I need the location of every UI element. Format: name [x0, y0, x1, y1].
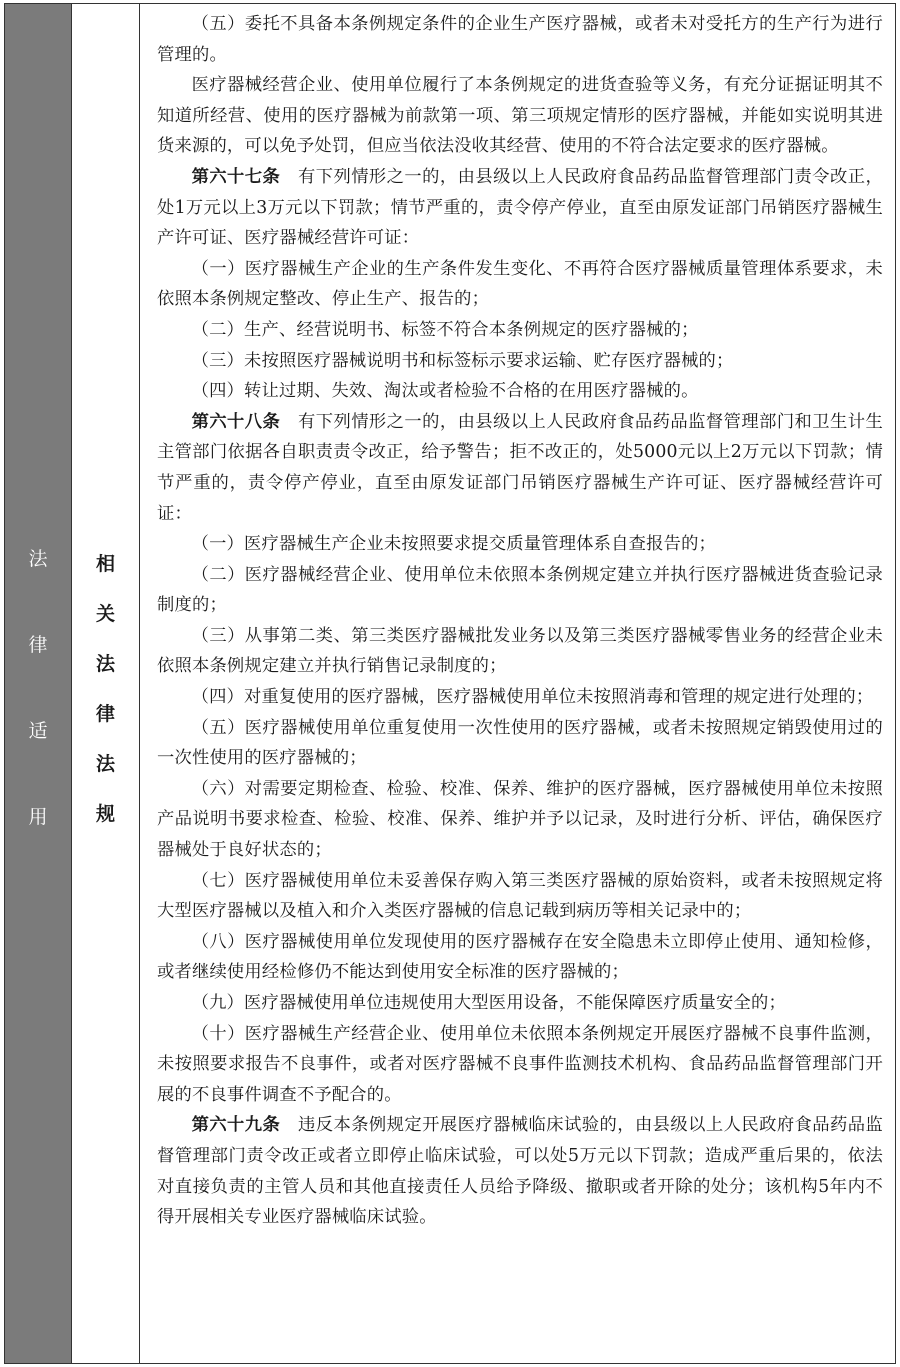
paragraph-text: （三）从事第二类、第三类医疗器械批发业务以及第三类医疗器械零售业务的经营企业未依照本条例规定建立并执行销售记录制度的； — [157, 625, 883, 677]
category-char: 用 — [28, 806, 48, 828]
paragraph-text: （四）转让过期、失效、淘汰或者检验不合格的在用医疗器械的。 — [191, 381, 699, 402]
subcategory-char: 规 — [95, 803, 115, 825]
paragraph-text: （八）医疗器械使用单位发现使用的医疗器械存在安全隐患未立即停止使用、通知检修，或者继续使用经检修仍不能达到使用安全标准的医疗器械的； — [157, 931, 883, 983]
paragraph-text: （一）医疗器械生产企业的生产条件发生变化、不再符合医疗器械质量管理体系要求，未依照本条例规定整改、停止生产、报告的； — [157, 258, 883, 310]
subcategory-char: 律 — [95, 703, 115, 725]
paragraph — [157, 988, 883, 1019]
paragraph — [157, 254, 883, 315]
paragraph-text: （九）医疗器械使用单位违规使用大型医用设备，不能保障医疗质量安全的； — [191, 993, 786, 1013]
subcategory-column — [72, 3, 140, 1364]
paragraph — [157, 621, 883, 682]
paragraph — [157, 162, 883, 254]
category-char: 适 — [28, 720, 48, 742]
paragraph — [157, 713, 883, 774]
paragraph — [157, 927, 883, 988]
paragraph — [157, 1019, 883, 1111]
article-number: 第六十七条 — [191, 166, 281, 187]
paragraph — [157, 1110, 883, 1232]
paragraph-text: （一）医疗器械生产企业未按照要求提交质量管理体系自查报告的； — [191, 534, 717, 555]
paragraph — [157, 529, 883, 560]
paragraph-text: （五）医疗器械使用单位重复使用一次性使用的医疗器械，或者未按照规定销毁使用过的一次性使用的医疗器械的； — [157, 717, 883, 769]
article-number: 第六十八条 — [191, 411, 281, 432]
paragraph-text: （十）医疗器械生产经营企业、使用单位未依照本条例规定开展医疗器械不良事件监测，未按照要求报告不良事件，或者对医疗器械不良事件监测技术机构、食品药品监督管理部门开展的不良事件调查不予配合的。 — [157, 1023, 883, 1105]
subcategory-char: 法 — [95, 753, 115, 775]
paragraph-text: （七）医疗器械使用单位未妥善保存购入第三类医疗器械的原始资料，或者未按照规定将大型医疗器械以及植入和介入类医疗器械的信息记载到病历等相关记录中的； — [157, 870, 883, 922]
paragraph — [157, 9, 883, 70]
paragraph — [157, 682, 883, 713]
paragraph-text: （二）医疗器械经营企业、使用单位未依照本条例规定建立并执行医疗器械进货查验记录制度的； — [157, 564, 883, 616]
paragraph — [157, 407, 883, 529]
category-char: 律 — [28, 634, 48, 656]
paragraph-text: （四）对重复使用的医疗器械，医疗器械使用单位未按照消毒和管理的规定进行处理的； — [191, 687, 874, 708]
paragraph-text: 违反本条例规定开展医疗器械临床试验的，由县级以上人民政府食品药品监督管理部门责令改正或者立即停止临床试验，可以处5万元以下罚款；造成严重后果的，依法对直接负责的主管人员和其他直接责任人员给予降级、撤职或者开除的处分；该机构5年内不得开展相关专业医疗器械临床试验。 — [157, 1115, 883, 1228]
paragraph-text: （三）未按照医疗器械说明书和标签标示要求运输、贮存医疗器械的； — [191, 350, 734, 371]
paragraph-text: 有下列情形之一的，由县级以上人民政府食品药品监督管理部门和卫生计生主管部门依据各自职责责令改正，给予警告；拒不改正的，处5000元以上2万元以下罚款；情节严重的，责令停产停业，直至由原发证部门吊销医疗器械生产许可证、医疗器械经营许可证： — [157, 411, 883, 524]
paragraph-text: （二）生产、经营说明书、标签不符合本条例规定的医疗器械的； — [191, 319, 699, 340]
subcategory-label — [72, 539, 139, 839]
paragraph-text: 医疗器械经营企业、使用单位履行了本条例规定的进货查验等义务，有充分证据证明其不知道所经营、使用的医疗器械为前款第一项、第三项规定情形的医疗器械，并能如实说明其进货来源的，可以免予处罚，但应当依法没收其经营、使用的不符合法定要求的医疗器械。 — [157, 75, 883, 157]
subcategory-char: 相 — [95, 553, 115, 575]
paragraph-text: （六）对需要定期检查、检验、校准、保养、维护的医疗器械，医疗器械使用单位未按照产品说明书要求检查、检验、校准、保养、维护并予以记录，及时进行分析、评估，确保医疗器械处于良好状态的； — [157, 778, 883, 861]
category-label — [5, 516, 71, 860]
paragraph — [157, 560, 883, 621]
content-column — [140, 3, 896, 1364]
paragraph — [157, 866, 883, 927]
paragraph-text: 有下列情形之一的，由县级以上人民政府食品药品监督管理部门责令改正，处1万元以上3万元以下罚款；情节严重的，责令停产停业，直至由原发证部门吊销医疗器械生产许可证、医疗器械经营许可证： — [157, 166, 883, 249]
paragraph — [157, 346, 883, 377]
paragraph-text: （五）委托不具备本条例规定条件的企业生产医疗器械，或者未对受托方的生产行为进行管理的。 — [157, 14, 883, 65]
category-char: 法 — [28, 548, 48, 570]
subcategory-char: 关 — [95, 603, 115, 625]
paragraph — [157, 774, 883, 866]
category-column — [4, 3, 72, 1364]
subcategory-char: 法 — [95, 653, 115, 675]
paragraph — [157, 315, 883, 346]
paragraph — [157, 70, 883, 162]
paragraph — [157, 376, 883, 407]
article-number: 第六十九条 — [191, 1115, 281, 1136]
